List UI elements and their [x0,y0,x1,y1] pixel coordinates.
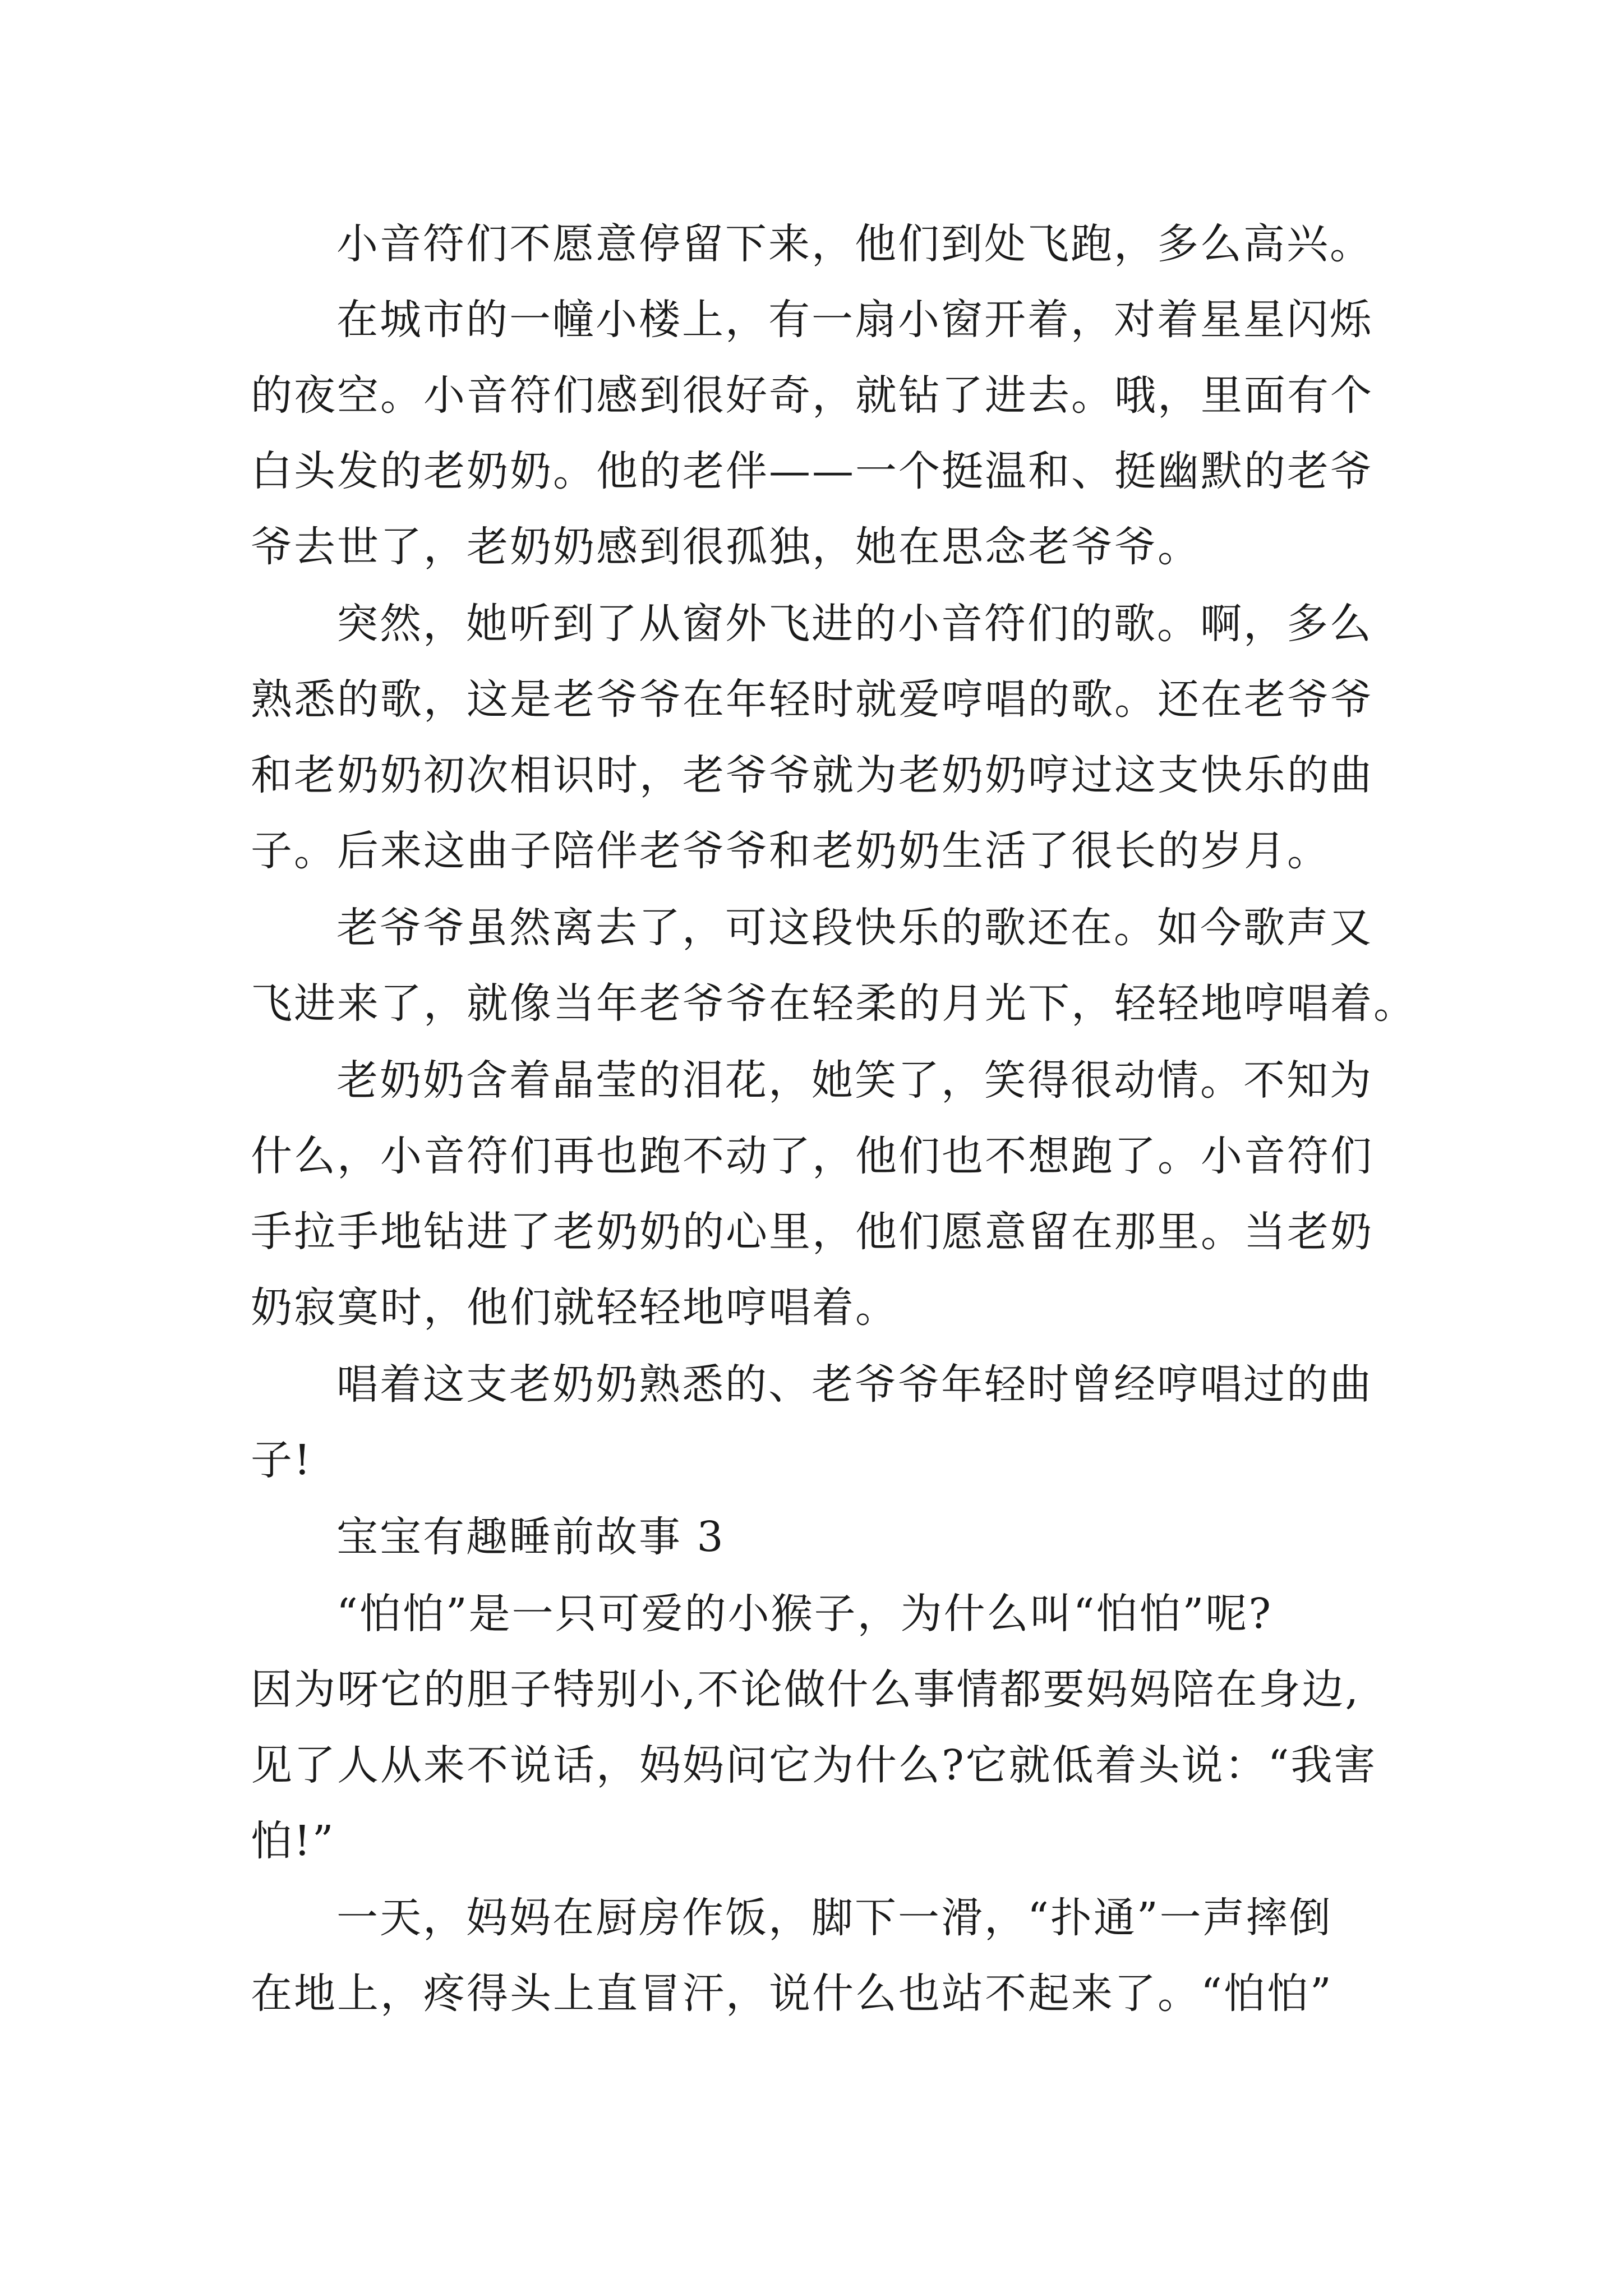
text-line: “怕怕”是一只可爱的小猴子，为什么叫“怕怕”呢? [336,1590,1272,1638]
text-line: 怕!” [251,1817,335,1865]
text-line: 和老奶奶初次相识时，老爷爷就为老奶奶哼过这支快乐的曲 [251,751,1373,799]
text-line: 白头发的老奶奶。他的老伴——一个挺温和、挺幽默的老爷 [251,447,1373,495]
text-line: 在地上，疼得头上直冒汗，说什么也站不起来了。“怕怕” [251,1970,1333,2018]
text-line: 因为呀它的胆子特别小,不论做什么事情都要妈妈陪在身边, [251,1665,1361,1714]
text-line: 子! [251,1436,312,1484]
text-line: 在城市的一幢小楼上，有一扇小窗开着，对着星星闪烁 [336,296,1373,344]
text-line: 的夜空。小音符们感到很好奇，就钻了进去。哦，里面有个 [251,371,1373,420]
text-line: 见了人从来不说话，妈妈问它为什么?它就低着头说：“我害 [251,1741,1377,1789]
text-line: 老爷爷虽然离去了，可这段快乐的歌还在。如今歌声又 [336,904,1373,952]
text-line: 唱着这支老奶奶熟悉的、老爷爷年轻时曾经哼唱过的曲 [336,1360,1373,1409]
text-line: 爷去世了，老奶奶感到很孤独，她在思念老爷爷。 [251,523,1201,571]
text-line: 老奶奶含着晶莹的泪花，她笑了，笑得很动情。不知为 [336,1056,1373,1105]
text-line: 什么，小音符们再也跑不动了，他们也不想跑了。小音符们 [251,1132,1373,1180]
text-line: 小音符们不愿意停留下来，他们到处飞跑，多么高兴。 [336,220,1373,268]
text-line: 飞进来了，就像当年老爷爷在轻柔的月光下，轻轻地哼唱着。 [251,979,1417,1028]
text-line: 突然，她听到了从窗外飞进的小音符们的歌。啊，多么 [336,600,1373,648]
text-line: 手拉手地钻进了老奶奶的心里，他们愿意留在那里。当老奶 [251,1208,1373,1256]
section-heading: 宝宝有趣睡前故事 3 [336,1513,725,1561]
text-line: 熟悉的歌，这是老爷爷在年轻时就爱哼唱的歌。还在老爷爷 [251,675,1373,724]
text-line: 奶寂寞时，他们就轻轻地哼唱着。 [251,1283,898,1332]
text-line: 子。后来这曲子陪伴老爷爷和老奶奶生活了很长的岁月。 [251,827,1330,875]
text-line: 一天，妈妈在厨房作饭，脚下一滑，“扑通”一声摔倒 [336,1894,1332,1942]
